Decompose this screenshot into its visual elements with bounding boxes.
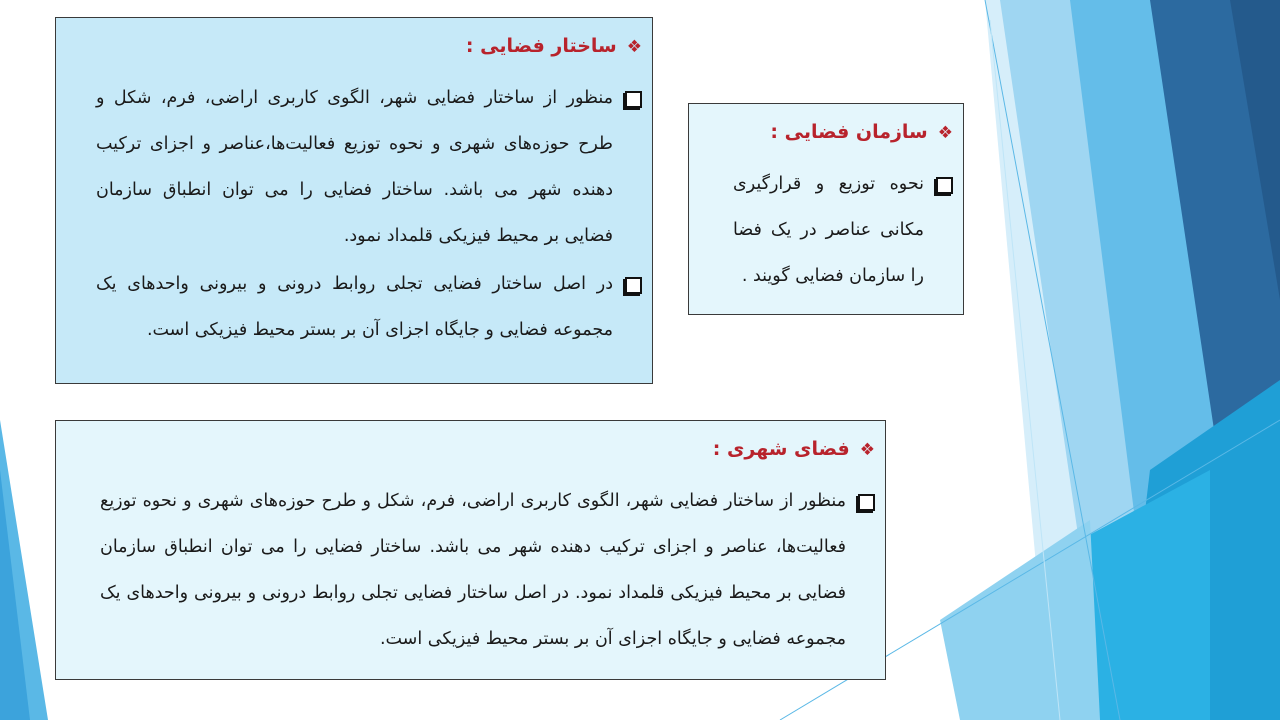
urban-item-text: منظور از ساختار فضایی شهر، الگوی کاربری اراضی، فرم، شکل و طرح حوزه‌های شهری و نحوه توزیع فعالیت‌ها، عناصر و اجزای ترکیب دهنده شهر می باشد. ساختار فضایی را می توان انطباق سازمان فضایی بر محیط فیزیکی قلمداد نمود. در اصل ساختار فضایی تجلی روابط درونی و بیرونی واحدهای یک مجموعه فضایی و جایگاه اجزای آن بر بستر محیط فیزیکی است. xyxy=(100,491,846,649)
checkbox-bullet-icon xyxy=(625,277,642,294)
list-item xyxy=(96,75,642,259)
urban-space-box xyxy=(55,420,886,680)
structure-heading: ❖ساختار فضایی : xyxy=(465,35,642,57)
organization-heading: ❖سازمان فضایی : xyxy=(770,121,953,143)
checkbox-bullet-icon xyxy=(858,494,875,511)
checkbox-bullet-icon xyxy=(625,91,642,108)
checkbox-bullet-icon xyxy=(936,177,953,194)
diamond-cluster-icon: ❖ xyxy=(937,123,953,143)
organization-item-text: نحوه توزیع و قرارگیری مکانی عناصر در یک فضا را سازمان فضایی گویند . xyxy=(733,174,924,286)
structure-box xyxy=(55,17,653,384)
diamond-cluster-icon: ❖ xyxy=(626,37,642,57)
list-item xyxy=(100,478,875,662)
structure-item-text: در اصل ساختار فضایی تجلی روابط درونی و بیرونی واحدهای یک مجموعه فضایی و جایگاه اجزای آن بر بستر محیط فیزیکی است. xyxy=(96,274,613,340)
organization-box xyxy=(688,103,964,315)
right-shape-soft xyxy=(940,520,1100,720)
list-item xyxy=(96,261,642,353)
list-item xyxy=(733,161,953,299)
diamond-cluster-icon: ❖ xyxy=(859,440,875,460)
urban-heading: ❖فضای شهری : xyxy=(712,438,875,460)
structure-item-text: منظور از ساختار فضایی شهر، الگوی کاربری اراضی، فرم، شکل و طرح حوزه‌های شهری و نحوه توزیع فعالیت‌ها،عناصر و اجزای ترکیب دهنده شهر می باشد. ساختار فضایی را می توان انطباق سازمان فضایی بر محیط فیزیکی قلمداد نمود. xyxy=(96,88,613,246)
